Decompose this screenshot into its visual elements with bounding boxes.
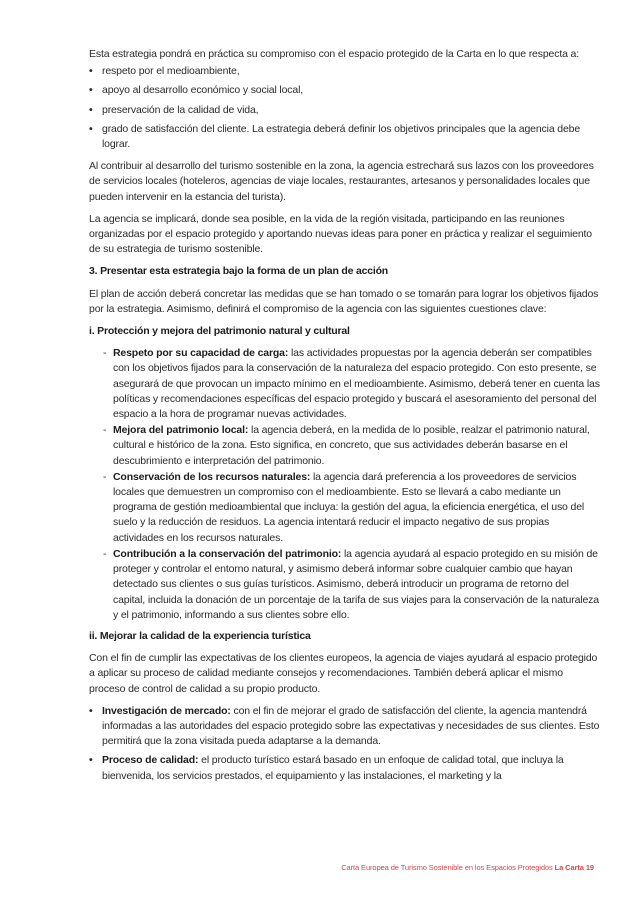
bullet-icon: • xyxy=(89,754,93,767)
section-3-paragraph: El plan de acción deberá concretar las medidas que se han tomado o se tomarán para lograr los objetivos fijados por la estrategia. Asimismo, definirá el compromiso de la agencia con las siguientes cuestiones clave: xyxy=(89,287,599,315)
list-item: - Conservación de los recursos naturales: la agencia dará preferencia a los proveedores de servicios locales que demuestren un compromiso con el medioambiente. Esto se llevará a cabo mediante un programa de gestión medioambiental que incluya: la gestión del agua, la eficiencia energética, el uso del suelo y la reducción de residuos. La agencia intentará reducir el impacto negativo de sus propias actividades en los recursos naturales. xyxy=(103,470,585,544)
bullet-icon: • xyxy=(89,103,93,116)
page-footer xyxy=(341,863,594,872)
bullet-icon: • xyxy=(89,65,93,78)
section-ii-heading: ii. Mejorar la calidad de la experiencia turística xyxy=(89,629,311,642)
bullet-icon: • xyxy=(89,122,93,135)
list-item: - Respeto por su capacidad de carga: las actividades propuestas por la agencia deberán ser compatibles con los objetivos fijados para la conservación de la naturaleza del espacio protegido. Con esto presente, se asegurará de que provocan un impacto mínimo en el medioambiente. Asimismo, deberá tener en cuenta las políticas y recomendaciones específicas del espacio protegido y buscará el asesoramiento del personal del espacio a la hora de programar nuevas actividades. xyxy=(103,347,600,421)
page-content xyxy=(89,47,601,791)
list-item: - Contribución a la conservación del patrimonio: la agencia ayudará al espacio protegido en su misión de proteger y controlar el entorno natural, y asimismo deberá informar sobre cualquier cambio que hayan detectado sus clientes o sus guías turísticos. Asimismo, deberá introducir un programa de retorno del capital, incluida la donación de un porcentaje de la tarifa de sus viajes para la conservación de la naturaleza y el patrimonio, informando a sus clientes sobre ello. xyxy=(103,547,599,621)
section-i-heading: i. Protección y mejora del patrimonio natural y cultural xyxy=(89,325,350,338)
section-i-list xyxy=(103,346,601,623)
list-item: • grado de satisfacción del cliente. La estrategia deberá definir los objetivos principales que la agencia debe lograr. xyxy=(89,122,581,151)
list-item: • Proceso de calidad: el producto turístico estará basado en un enfoque de calidad total, que incluya la bienvenida, los servicios prestados, el equipamiento y las instalaciones, el marketing y la xyxy=(89,754,564,782)
paragraph-implicara: La agencia se implicará, donde sea posible, en la vida de la región visitada, participando en las reuniones organizadas por el espacio protegido y aportando nuevas ideas para poner en práctica y realizar el seguimiento de su estrategia de turismo sostenible. xyxy=(89,212,592,256)
list-item: • Investigación de mercado: con el fin de mejorar el grado de satisfacción del cliente, la agencia mantendrá informadas a las autoridades del espacio protegido sobre las expectativas y necesidades de sus clientes. Esto permitirá que la zona visitada pueda adaptarse a la demanda. xyxy=(89,704,600,748)
paragraph-contribuir: Al contribuir al desarrollo del turismo sostenible en la zona, la agencia estrechará sus lazos con los proveedores de servicios locales (hoteleros, agencias de viaje locales, restaurantes, artesanos y personalidades locales que pueden intervenir en la estancia del turista). xyxy=(89,160,594,203)
section-ii-list xyxy=(89,704,601,784)
list-item: • preservación de la calidad de vida, xyxy=(89,103,601,118)
section-ii-paragraph: Con el fin de cumplir las expectativas de los clientes europeos, la agencia de viajes ayudará al espacio protegido a aplicar su proceso de calidad mediante consejos y recomendaciones. También deberá aplicar el mismo proceso de control de calidad a su propio producto. xyxy=(89,652,598,695)
list-item: - Mejora del patrimonio local: la agencia deberá, en la medida de lo posible, realzar el patrimonio natural, cultural e histórico de la zona. Esto significa, en concreto, que sus actividades deberán basarse en el descubrimiento e interpretación del patrimonio. xyxy=(103,424,590,467)
intro-paragraph: Esta estrategia pondrá en práctica su compromiso con el espacio protegido de la Carta en lo que respecta a: xyxy=(89,48,579,60)
list-item: • apoyo al desarrollo económico y social local, xyxy=(89,83,601,98)
intro-bullet-list xyxy=(89,64,601,152)
section-3-heading: 3. Presentar esta estrategia bajo la forma de un plan de acción xyxy=(89,265,389,278)
list-item: • respeto por el medioambiente, xyxy=(89,64,601,79)
footer-text: Carta Europea de Turismo Sostenible en los Espacios Protegidos xyxy=(341,863,555,872)
bullet-icon: • xyxy=(89,704,93,717)
footer-label: La Carta xyxy=(554,863,584,872)
page-number: 19 xyxy=(585,863,594,872)
bullet-icon: • xyxy=(89,84,93,97)
